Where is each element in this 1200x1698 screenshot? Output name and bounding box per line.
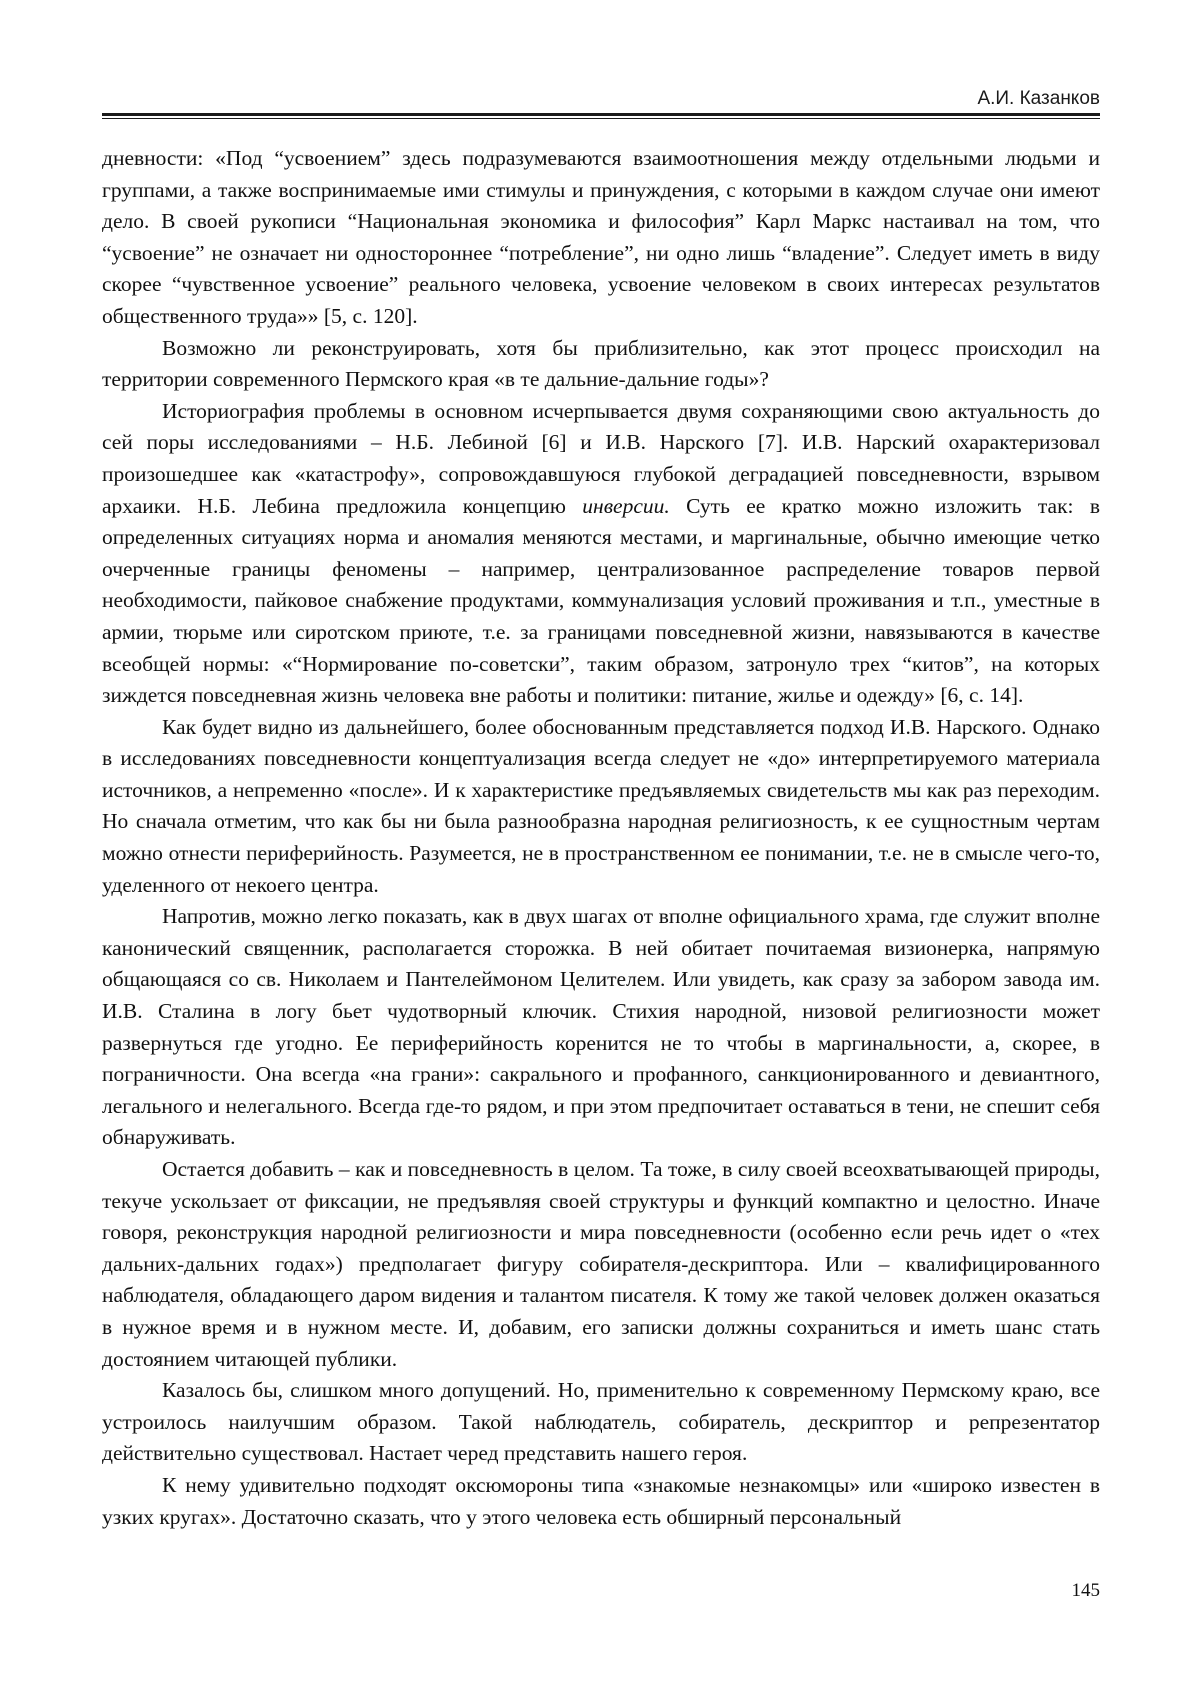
paragraph-question: Возможно ли реконструировать, хотя бы приблизительно, как этот процесс происходил на территории современного Пермского края «в те дальние-дальние годы»?: [102, 333, 1100, 396]
document-page: [0, 0, 1200, 1698]
paragraph-periphery: Напротив, можно легко показать, как в двух шагах от вполне официального храма, где служит вполне канонический священник, располагается сторожка. В ней обитает почитаемая визионерка, напрямую общающаяся со св. Николаем и Пантелеймоном Целителем. Или уви­деть, как сразу за забором завода им. И.В. Сталина в логу бьет чудотворный ключик. Стихия народной, низовой религиозности может развернуться где угодно. Ее периферийность корени­тся не то чтобы в маргинальности, а, скорее, в пограничности. Она всегда «на грани»: сакрально­го и профанного, санкционированного и девиантного, легального и нелегального. Всегда где-то рядом, и при этом предпочитает оставаться в тени, не спешит себя обнаруживать.: [102, 901, 1100, 1154]
running-header-author: А.И. Казанков: [102, 88, 1100, 110]
paragraph-hero: К нему удивительно подходят оксюмороны типа «знакомые незнакомцы» или «широко из­вестен в узких кругах». Достаточно сказать, что у этого человека есть обширный персональный: [102, 1470, 1100, 1533]
paragraph-approach: Как будет видно из дальнейшего, более обоснованным представляется подход И.В. Нарско­го. Однако в исследованиях повседневности концептуализация всегда следует не «до» интерпре­тируемого материала источников, а непременно «после». И к характеристике предъявляемых свидетельств мы как раз переходим. Но сначала отметим, что как бы ни была разнообразна на­родная религиозность, к ее сущностным чертам можно отнести периферийность. Разумеется, не в пространственном ее понимании, т.е. не в смысле чего-то, уделенного от некоего центра.: [102, 712, 1100, 902]
paragraph-historiography-start: Историография проблемы в основном исчерпывается двумя сохраняющими свою акту­альность до сей поры исследованиями – Н.Б. Лебиной [6] и И.В. Нарского [7]. И.В. Нарский охарактеризовал произошедшее как «катастрофу», сопровождавшуюся глубокой деградацией повседневности, взрывом архаики. Н.Б. Лебина предложила концепцию: [102, 399, 1100, 518]
paragraph-assumptions: Казалось бы, слишком много допущений. Но, применительно к современному Пермскому краю, все устроилось наилучшим образом. Такой наблюдатель, собиратель, дескриптор и ре­презентатор действительно существовал. Настает черед представить нашего героя.: [102, 1375, 1100, 1470]
paragraph-historiography: [102, 396, 1100, 712]
article-body: [102, 143, 1100, 1533]
paragraph-historiography-end: Суть ее кратко можно изложить так: в определенных ситуациях норма и аномалия меняются местами, и маргинальные, обычно имеющие четко очерченные границы феномены – например, централи­зованное распределение товаров первой необходимости, пайковое снабжение продуктами, ком­мунализация условий проживания и т.п., уместные в армии, тюрьме или сиротском приюте, т.е. за границами повседневной жизни, навязываются в качестве всеобщей нормы: «“Нормирование по-советски”, таким образом, затронуло трех “китов”, на которых зиждется повседневная жизнь человека вне работы и политики: питание, жилье и одежду» [6, с. 14].: [102, 494, 1100, 708]
emphasis-term: инверсии.: [582, 494, 669, 518]
paragraph-everyday: Остается добавить – как и повседневность в целом. Та тоже, в силу своей всеохватываю­щей природы, текуче ускользает от фиксации, не предъявляя своей структуры и функций ком­пактно и целостно. Иначе говоря, реконструкция народной религиозности и мира повседневно­сти (особенно если речь идет о «тех дальних-дальних годах») предполагает фигуру собирателя-дескриптора. Или – квалифицированного наблюдателя, обладающего даром видения и талантом писателя. К тому же такой человек должен оказаться в нужное время и в нужном месте. И, до­бавим, его записки должны сохраниться и иметь шанс стать достоянием читающей публики.: [102, 1154, 1100, 1375]
page-number: 145: [102, 1580, 1100, 1602]
paragraph-continuation: дневности: «Под “усвоением” здесь подразумеваются взаимоотношения между отдельными людьми и группами, а также воспринимаемые ими стимулы и принуждения, с которыми в каж­дом случае они имеют дело. В своей рукописи “Национальная экономика и философия” Карл Маркс настаивал на том, что “усвоение” не означает ни одностороннее “потребление”, ни одно лишь “владение”. Следует иметь в виду скорее “чувственное усвоение” реального человека, ус­воение человеком в своих интересах результатов общественного труда»» [5, с. 120].: [102, 143, 1100, 333]
header-rule-thin: [102, 118, 1100, 119]
header-rule-thick: [102, 113, 1100, 116]
